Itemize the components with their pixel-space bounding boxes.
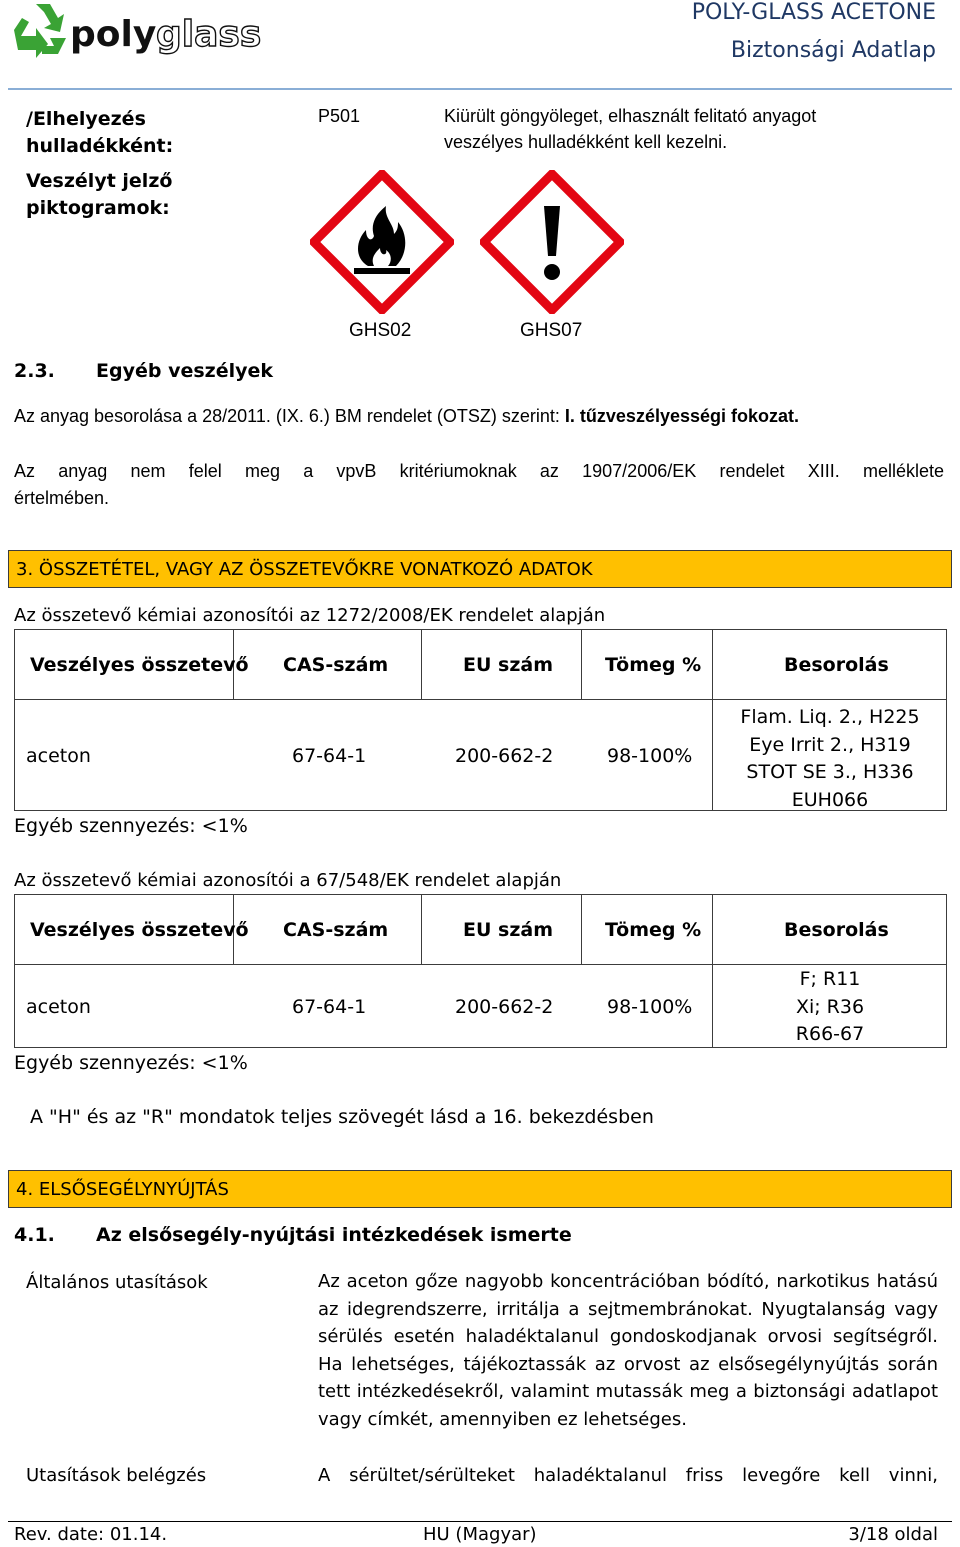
h-r-phrases-note: A "H" és az "R" mondatok teljes szövegét lásd a 16. bekezdésben — [30, 1106, 654, 1128]
general-text-line: az idegrendszerre, irritálja a sejtmembránokat. Nyugtalanság vagy — [318, 1298, 938, 1320]
classification-line: Xi; R36 — [795, 995, 865, 1018]
table-divider — [581, 895, 582, 964]
classification-line: EUH066 — [791, 788, 869, 811]
table-divider — [15, 699, 946, 700]
section-3-banner — [8, 550, 952, 588]
flame-icon — [310, 170, 454, 314]
pictogram-label-1: Veszélyt jelző — [26, 170, 173, 192]
header-component: Veszélyes összetevő — [30, 654, 249, 676]
footer-language: HU (Magyar) — [423, 1524, 537, 1545]
first-aid-subsection-title: Az elsősegély-nyújtási intézkedések ismerte — [96, 1224, 572, 1246]
classification-line: R66-67 — [795, 1023, 865, 1045]
classification-cell — [713, 704, 947, 814]
disposal-label-2: hulladékként: — [26, 135, 174, 157]
other-hazards-number: 2.3. — [14, 360, 55, 382]
eu-number: 200-662-2 — [455, 996, 554, 1018]
table-divider — [421, 895, 422, 964]
vpvb-line-1: Az anyag nem felel meg a vpvB kritériumoknak az 1907/2006/EK rendelet XIII. melléklete — [14, 461, 944, 481]
document-title: POLY-GLASS ACETONE — [691, 0, 936, 25]
header-classification: Besorolás — [784, 919, 889, 941]
cas-number: 67-64-1 — [292, 996, 367, 1018]
composition-table-67548 — [14, 894, 947, 1048]
section-3-title: 3. ÖSSZETÉTEL, VAGY AZ ÖSSZETEVŐKRE VONATKOZÓ ADATOK — [16, 559, 593, 580]
first-aid-subsection-number: 4.1. — [14, 1224, 55, 1246]
classification-line: Eye Irrit 2., H319 — [749, 733, 911, 756]
eu-number: 200-662-2 — [455, 745, 554, 767]
inhalation-text: A sérültet/sérülteket haladéktalanul friss levegőre kell vinni, — [318, 1465, 938, 1486]
classification-cell — [713, 966, 947, 1049]
footer-divider — [8, 1521, 952, 1522]
disposal-code: P501 — [318, 106, 361, 126]
disposal-text-1: Kiürült göngyöleget, elhasznált felitató anyagot — [444, 106, 817, 126]
document-subtitle: Biztonsági Adatlap — [730, 38, 936, 63]
general-text-line: tett intézkedésekről, valamint mutassák meg a biztonsági adatlapot — [318, 1381, 938, 1402]
mass-percent: 98-100% — [607, 996, 693, 1018]
header-eu: EU szám — [463, 654, 554, 676]
intro-67548: Az összetevő kémiai azonosítói a 67/548/EK rendelet alapján — [14, 870, 562, 891]
pictogram-code-ghs07: GHS07 — [520, 320, 583, 341]
other-hazards-title: Egyéb veszélyek — [96, 360, 274, 382]
footer-revision-date: Rev. date: 01.14. — [14, 1524, 168, 1545]
header-mass: Tömeg % — [605, 919, 702, 941]
general-instructions-label: Általános utasítások — [26, 1272, 208, 1293]
header-divider — [8, 88, 952, 90]
disposal-text-2: veszélyes hulladékként kell kezelni. — [444, 132, 728, 152]
header-mass: Tömeg % — [605, 654, 702, 676]
section-4-banner — [8, 1170, 952, 1208]
pictogram-code-ghs02: GHS02 — [349, 320, 412, 341]
vpvb-line-2: értelmében. — [14, 488, 110, 508]
table-divider — [15, 964, 946, 965]
composition-table-1272 — [14, 629, 947, 811]
table-divider — [421, 630, 422, 699]
header-classification: Besorolás — [784, 654, 889, 676]
otsz-bold: I. tűzveszélyességi fokozat. — [564, 406, 800, 426]
otsz-classification — [14, 406, 799, 427]
logo-text-glass: glass — [156, 14, 262, 55]
inhalation-label: Utasítások belégzés — [26, 1465, 207, 1486]
header-eu: EU szám — [463, 919, 554, 941]
table-divider — [581, 630, 582, 699]
footer-page-number: 3/18 oldal — [848, 1524, 938, 1545]
logo-text-poly: poly — [70, 14, 157, 55]
general-text-line: sérülés esetén haladéktalanul gondoskodjanak orvosi segítségről. — [318, 1326, 938, 1347]
classification-line: F; R11 — [799, 968, 861, 990]
classification-line: Flam. Liq. 2., H225 — [740, 706, 920, 728]
general-text-line: vagy címkét, amennyiben ez lehetséges. — [318, 1408, 687, 1430]
pictogram-label-2: piktogramok: — [26, 197, 170, 219]
intro-1272: Az összetevő kémiai azonosítói az 1272/2008/EK rendelet alapján — [14, 605, 606, 626]
impurity-note-2: Egyéb szennyezés: <1% — [14, 1052, 248, 1074]
general-instructions-text — [318, 1268, 938, 1433]
general-text-line: Ha lehetséges, tájékoztassák az orvost az elsősegélynyújtás során — [318, 1353, 938, 1375]
general-text-line: Az aceton gőze nagyobb koncentrációban bódító, narkotikus hatású — [318, 1271, 938, 1292]
cas-number: 67-64-1 — [292, 745, 367, 767]
disposal-label-1: /Elhelyezés — [26, 108, 146, 130]
impurity-note-1: Egyéb szennyezés: <1% — [14, 815, 248, 837]
otsz-text: Az anyag besorolása a 28/2011. (IX. 6.) BM rendelet (OTSZ) szerint: — [14, 406, 565, 426]
section-4-title: 4. ELSŐSEGÉLYNYÚJTÁS — [16, 1179, 229, 1200]
classification-line: STOT SE 3., H336 — [746, 761, 914, 783]
header-component: Veszélyes összetevő — [30, 919, 249, 941]
component-name: aceton — [26, 996, 91, 1018]
recycle-icon — [6, 0, 306, 66]
header-cas: CAS-szám — [283, 919, 389, 941]
header-cas: CAS-szám — [283, 654, 389, 676]
polyglass-logo — [6, 0, 306, 66]
exclamation-icon — [480, 170, 624, 314]
component-name: aceton — [26, 745, 91, 767]
mass-percent: 98-100% — [607, 745, 693, 767]
